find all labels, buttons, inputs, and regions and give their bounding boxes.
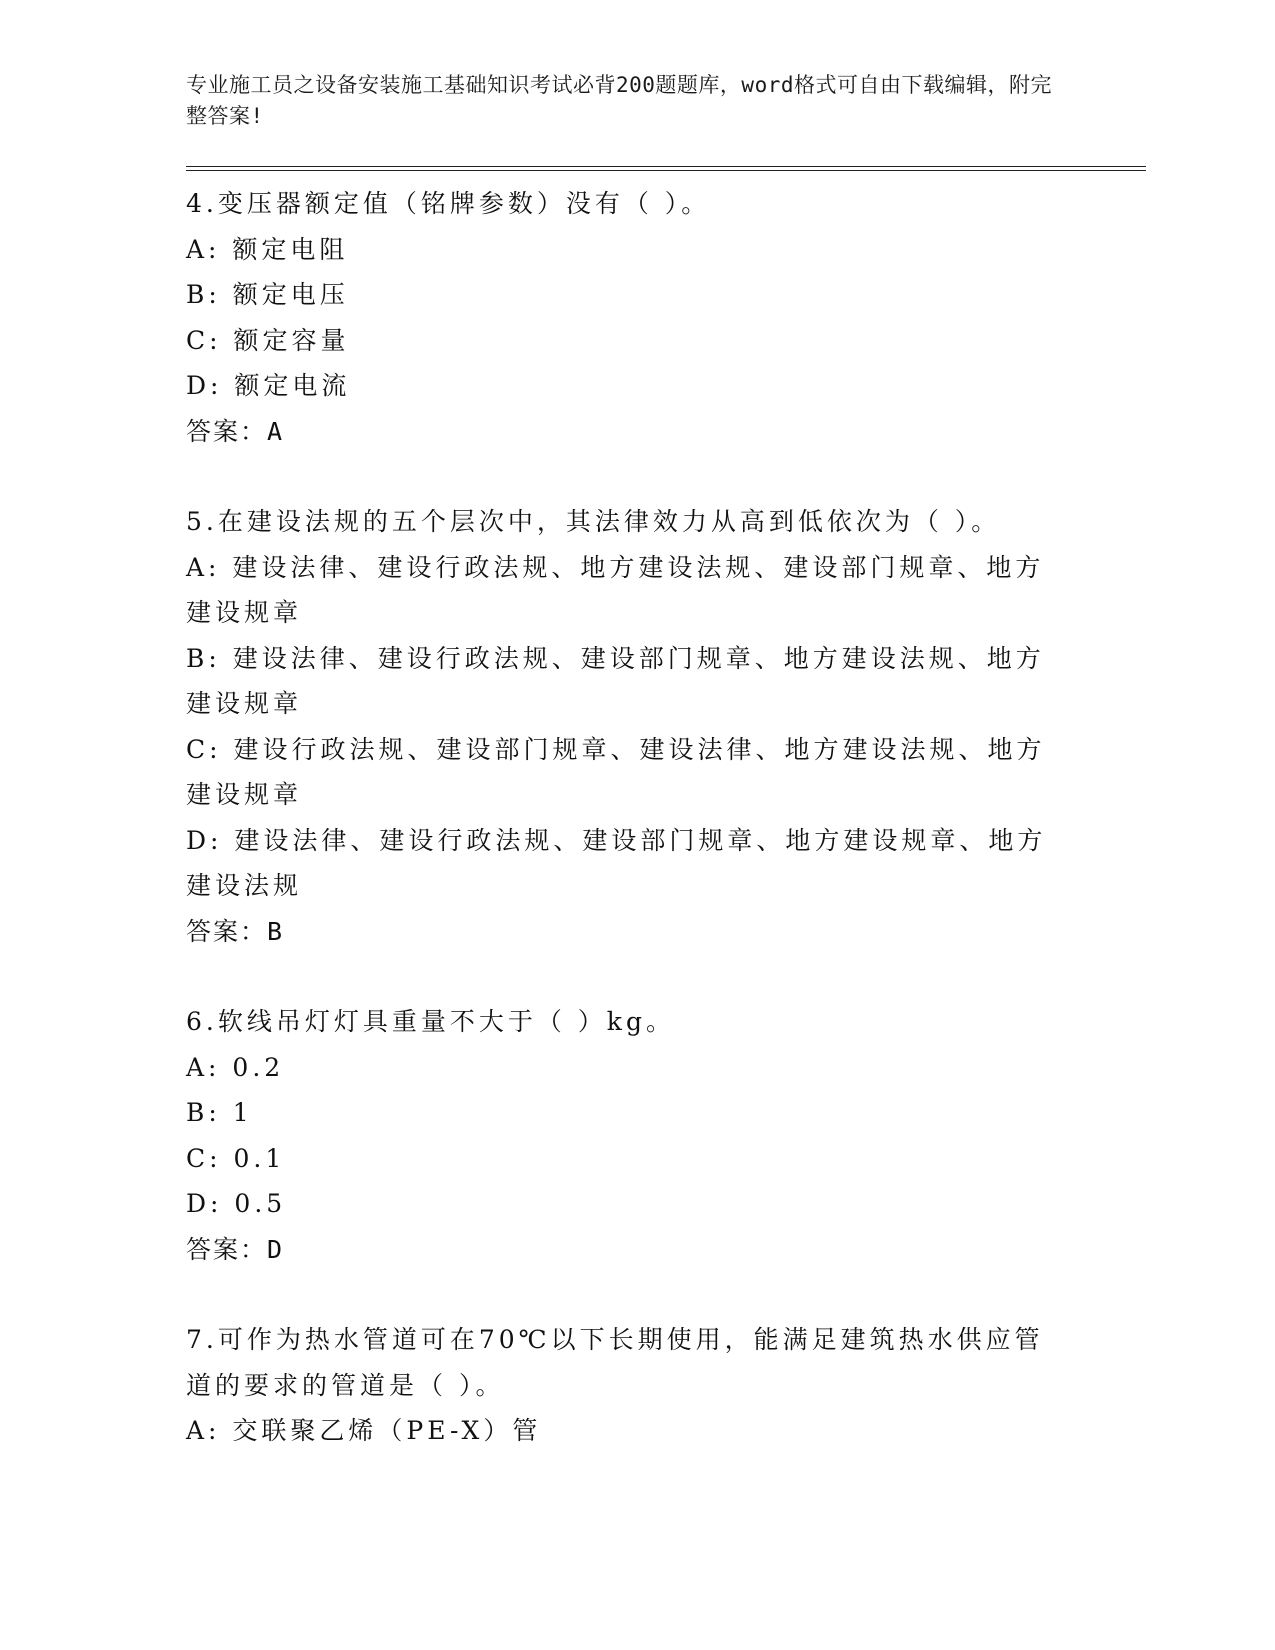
option-b: B: 建设法律、建设行政法规、建设部门规章、地方建设法规、地方建设规章 <box>186 643 1045 718</box>
question-7 <box>186 1317 1146 1454</box>
option-a: A: 0.2 <box>186 1052 285 1082</box>
question-5 <box>186 499 1146 954</box>
option-c: C: 建设行政法规、建设部门规章、建设法律、地方建设法规、地方建设规章 <box>186 734 1046 809</box>
question-stem: 5.在建设法规的五个层次中，其法律效力从高到低依次为（ ）。 <box>186 507 1001 536</box>
answer-label: 答案： <box>186 416 268 446</box>
question-stem: 7.可作为热水管道可在70℃以下长期使用，能满足建筑热水供应管道的要求的管道是（ ）。 <box>186 1325 1044 1400</box>
answer-value: D <box>267 1234 285 1264</box>
question-stem: 6.软线吊灯灯具重量不大于（ ）kg。 <box>186 1007 675 1036</box>
document-header: 专业施工员之设备安装施工基础知识考试必背200题题库，word格式可自由下载编辑，附完整答案! <box>186 73 1052 128</box>
option-d: D: 额定电流 <box>186 371 351 400</box>
question-stem: 4.变压器额定值（铭牌参数）没有（ ）。 <box>186 189 711 218</box>
answer-value: A <box>267 416 285 446</box>
answer-value: B <box>267 916 285 946</box>
question-6 <box>186 999 1146 1272</box>
option-a: A: 建设法律、建设行政法规、地方建设法规、建设部门规章、地方建设规章 <box>186 552 1045 627</box>
option-a: A: 交联聚乙烯（PE-X）管 <box>186 1416 542 1445</box>
answer-label: 答案： <box>186 916 268 946</box>
option-a: A: 额定电阻 <box>186 234 349 264</box>
answer-label: 答案： <box>186 1234 268 1264</box>
document-page <box>186 70 1146 1499</box>
answer-line <box>186 409 1066 455</box>
option-b: B: 1 <box>186 1098 253 1127</box>
question-4 <box>186 181 1146 454</box>
option-d: D: 0.5 <box>186 1189 287 1218</box>
answer-line <box>186 909 1066 955</box>
answer-line <box>186 1227 1066 1273</box>
question-list <box>186 181 1146 1454</box>
option-c: C: 额定容量 <box>186 325 350 355</box>
option-b: B: 额定电压 <box>186 280 349 309</box>
header-divider <box>186 166 1146 171</box>
option-c: C: 0.1 <box>186 1143 286 1173</box>
option-d: D: 建设法律、建设行政法规、建设部门规章、地方建设规章、地方建设法规 <box>186 825 1047 900</box>
